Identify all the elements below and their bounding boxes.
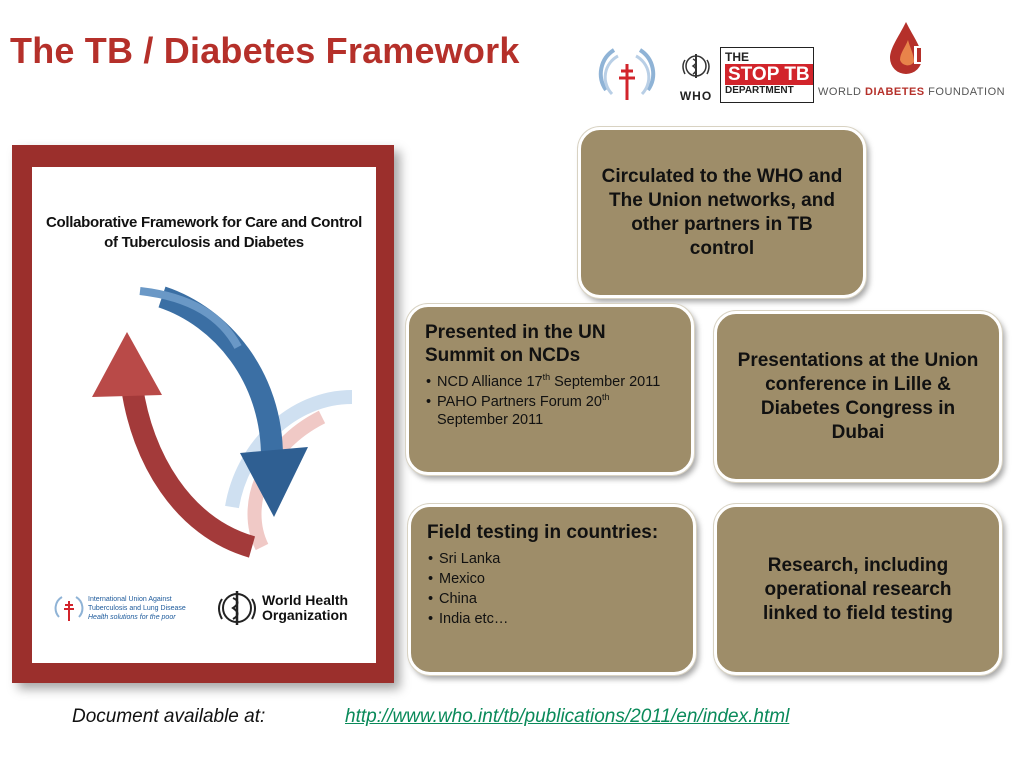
who-cover-line1: World Health [262,592,349,608]
un-summit-heading: Presented in the UN Summit on NCDs [425,322,606,366]
circulated-box [578,127,866,298]
un-summit-list [425,373,677,429]
field-testing-list [427,550,679,628]
wdf-bold: DIABETES [865,86,925,98]
stoptb-the: THE [725,50,749,64]
stoptb-stop: STOP TB [725,64,813,85]
list-item: • NCD Alliance 17th September 2011 [437,373,677,391]
who-cover-line2: Organization [262,607,348,623]
who-logo [676,50,716,102]
presentations-text: Presentations at the Union conference in Lille & Diabetes Congress in Dubai [737,349,979,443]
cover-title-line2: of Tuberculosis and Diabetes [104,234,304,251]
field-testing-heading: Field testing in countries: [427,522,659,543]
un-summit-box [406,304,694,475]
list-item: • Mexico [439,570,679,588]
who-cover-logo [216,587,366,631]
iuatld-line2: Tuberculosis and Lung Disease [88,605,186,612]
list-item: • Sri Lanka [439,550,679,568]
cover-title [42,213,366,253]
cover-page [32,167,376,663]
wdf-wordmark [818,86,1005,98]
who-cover-emblem-icon [216,587,258,629]
cover-title-line1: Collaborative Framework for Care and Control [45,214,363,231]
list-item: • China [439,590,679,608]
presentations-box [714,311,1002,482]
stop-tb-logo [720,47,814,103]
stoptb-dept: DEPARTMENT [725,85,794,96]
list-item: • India etc… [439,610,679,628]
slide-title: The TB / Diabetes Framework [10,30,520,71]
union-logo-icon [594,40,660,106]
who-label: WHO [679,89,713,103]
wdf-suffix: FOUNDATION [924,86,1006,98]
who-emblem-icon [679,50,713,82]
iuatld-tagline: Health solutions for the poor [88,614,176,621]
document-link[interactable]: http://www.who.int/tb/publications/2011/en/index.html [345,706,790,727]
iuatld-line1: International Union Against [88,596,172,603]
union-emblem-icon [54,591,84,623]
wdf-drop-icon [886,20,926,78]
research-text: Research, including operational research linked to field testing [762,554,953,624]
document-cover [12,145,394,683]
circulated-text: Circulated to the WHO and The Union networks, and other partners in TB control [601,165,843,259]
document-available-label: Document available at: [72,706,266,727]
list-item: • PAHO Partners Forum 20th September 2011 [437,393,677,429]
cycle-arrows-icon [72,277,372,567]
field-testing-box [408,504,696,675]
iuatld-logo [54,591,204,627]
wdf-prefix: WORLD [818,86,865,98]
research-box [714,504,1002,675]
